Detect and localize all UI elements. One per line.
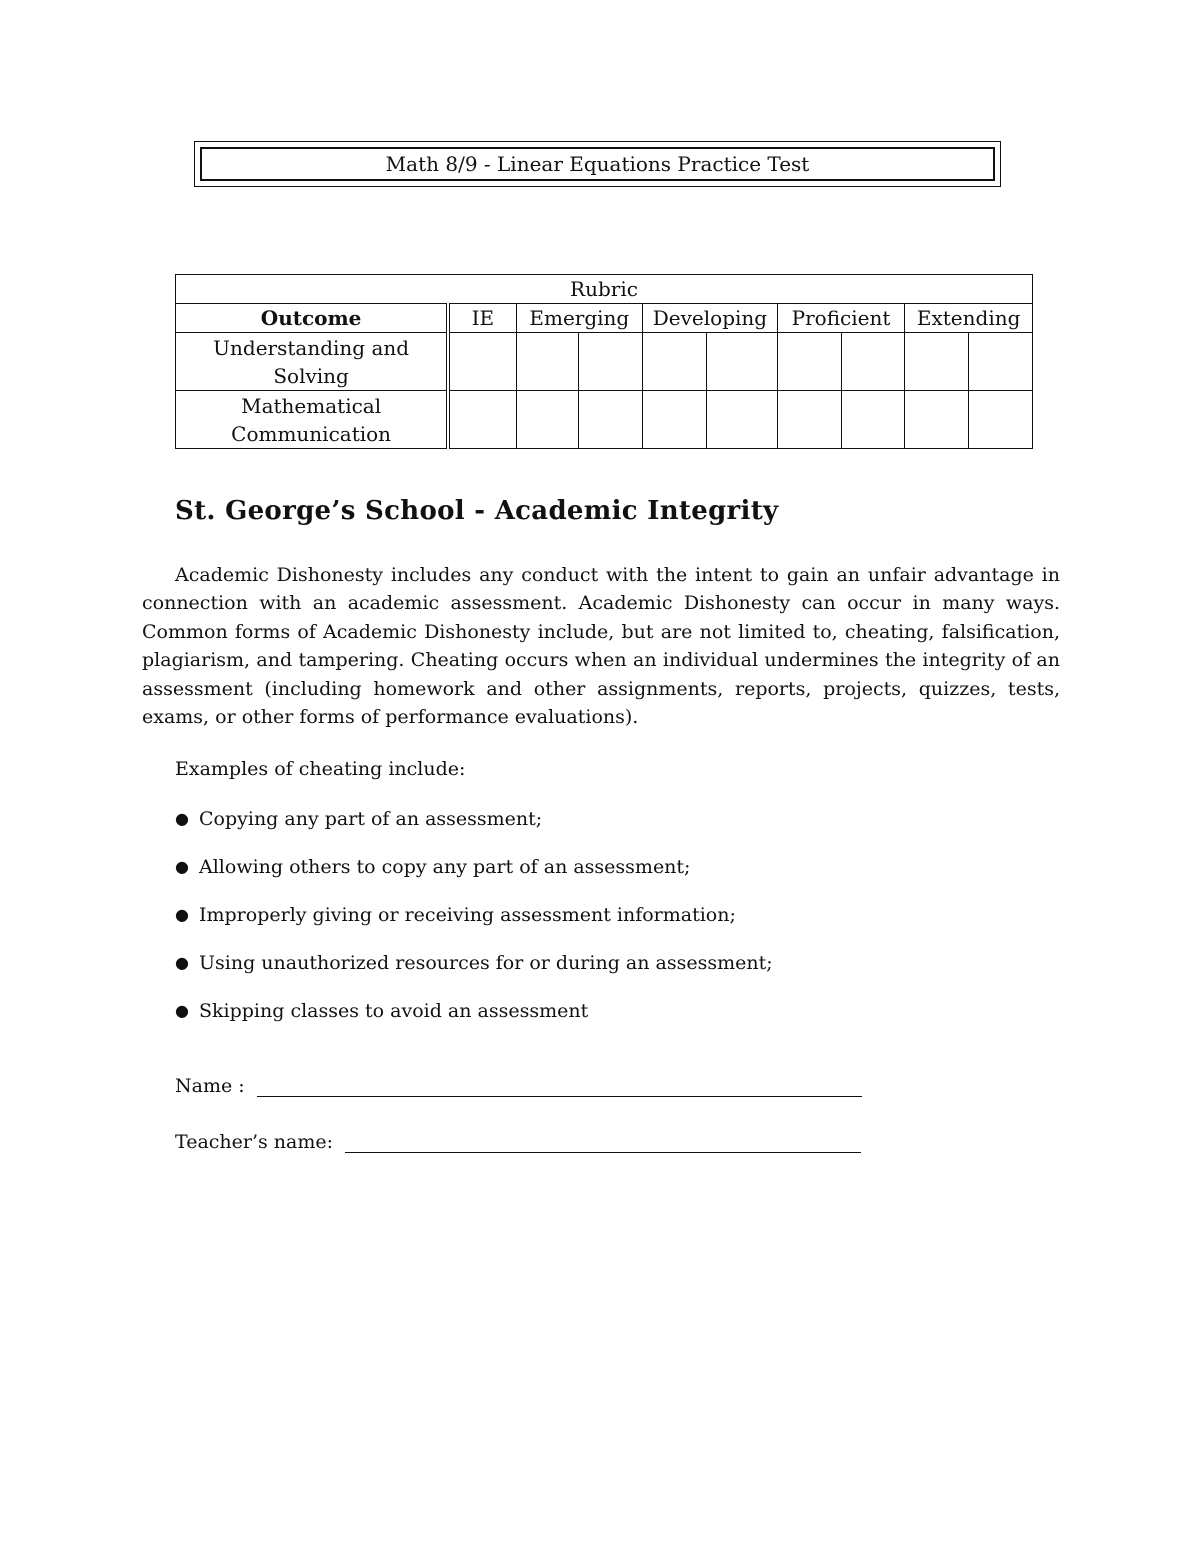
section-title: St. George’s School - Academic Integrity <box>175 496 779 526</box>
list-item <box>175 900 773 948</box>
name-label: Name : <box>175 1075 245 1097</box>
teacher-name-blank[interactable] <box>345 1130 861 1153</box>
score-cell[interactable] <box>516 391 579 449</box>
rubric-table <box>175 274 1033 449</box>
outcome-communication: Mathematical Communication <box>176 391 449 449</box>
name-blank[interactable] <box>257 1074 862 1097</box>
rubric-header-row <box>176 304 1033 333</box>
score-cell[interactable] <box>841 391 905 449</box>
score-cell[interactable] <box>579 391 643 449</box>
score-cell[interactable] <box>643 333 707 391</box>
header-proficient: Proficient <box>777 304 905 333</box>
rubric-caption-row <box>176 275 1033 304</box>
rubric-row <box>176 391 1033 449</box>
header-emerging: Emerging <box>516 304 643 333</box>
score-cell[interactable] <box>516 333 579 391</box>
score-cell[interactable] <box>777 333 841 391</box>
list-item-text: Allowing others to copy any part of an assessment; <box>199 856 691 878</box>
header-ie: IE <box>448 304 516 333</box>
bullet-icon: ● <box>175 905 189 924</box>
teacher-signature-line <box>175 1130 861 1153</box>
list-item <box>175 852 773 900</box>
list-item <box>175 804 773 852</box>
score-cell[interactable] <box>969 333 1033 391</box>
teacher-name-label: Teacher’s name: <box>175 1131 334 1153</box>
list-item-text: Skipping classes to avoid an assessment <box>199 1000 589 1022</box>
header-developing: Developing <box>643 304 778 333</box>
list-item <box>175 948 773 996</box>
list-item-text: Copying any part of an assessment; <box>199 808 543 830</box>
outcome-understanding: Understanding and Solving <box>176 333 449 391</box>
document-title: Math 8/9 - Linear Equations Practice Test <box>200 147 995 181</box>
rubric-row <box>176 333 1033 391</box>
list-item <box>175 996 773 1044</box>
score-cell[interactable] <box>579 333 643 391</box>
score-cell[interactable] <box>777 391 841 449</box>
examples-list <box>175 804 773 1044</box>
score-cell[interactable] <box>448 333 516 391</box>
integrity-paragraph: Academic Dishonesty includes any conduct with the intent to gain an unfair advantage in connection with an academic assessment. Academic Dishonesty can occur in many ways. Common forms of Academic Dishonesty include, but are not limited to, cheating, falsification, plagiarism, and tampering. Cheating occurs when an individual undermines the integrity of an assessment (including homework and other assignments, reports, projects, quizzes, tests, exams, or other forms of performance evaluations). <box>142 564 1060 729</box>
list-item-text: Improperly giving or receiving assessment information; <box>199 904 736 926</box>
bullet-icon: ● <box>175 953 189 972</box>
score-cell[interactable] <box>905 333 969 391</box>
score-cell[interactable] <box>643 391 707 449</box>
score-cell[interactable] <box>905 391 969 449</box>
header-outcome: Outcome <box>176 304 449 333</box>
score-cell[interactable] <box>448 391 516 449</box>
rubric-caption: Rubric <box>176 275 1033 304</box>
header-extending: Extending <box>905 304 1033 333</box>
score-cell[interactable] <box>841 333 905 391</box>
bullet-icon: ● <box>175 857 189 876</box>
examples-intro: Examples of cheating include: <box>175 758 466 780</box>
score-cell[interactable] <box>706 333 777 391</box>
score-cell[interactable] <box>706 391 777 449</box>
name-signature-line <box>175 1074 862 1097</box>
score-cell[interactable] <box>969 391 1033 449</box>
list-item-text: Using unauthorized resources for or during an assessment; <box>199 952 773 974</box>
title-box <box>194 141 1001 187</box>
bullet-icon: ● <box>175 809 189 828</box>
bullet-icon: ● <box>175 1001 189 1020</box>
